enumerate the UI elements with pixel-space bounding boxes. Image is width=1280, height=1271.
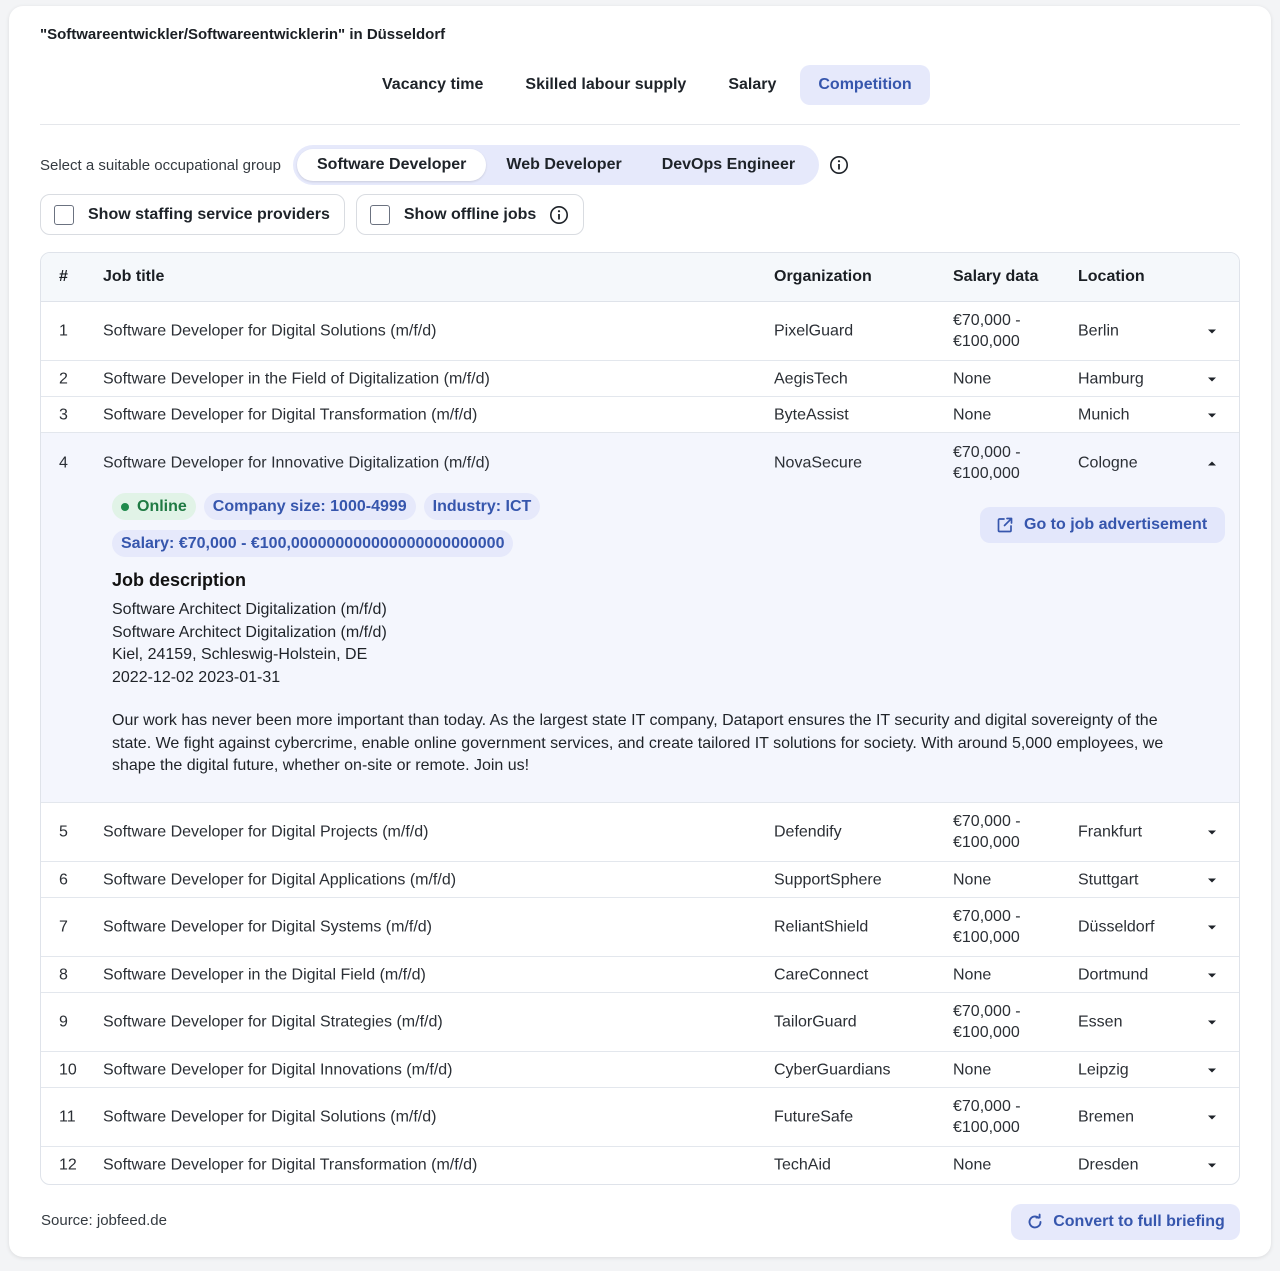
row-number: 10 xyxy=(59,1061,77,1078)
status-text: Online xyxy=(137,497,187,515)
refresh-icon xyxy=(1026,1213,1044,1231)
salary-line-1: €70,000 - xyxy=(953,1003,1021,1020)
chevron-down-icon[interactable] xyxy=(1206,368,1218,389)
row-number: 9 xyxy=(59,1013,68,1031)
salary-line-1: €70,000 - xyxy=(953,312,1021,329)
location: Leipzig xyxy=(1078,1061,1129,1078)
show-staffing-providers-toggle[interactable] xyxy=(40,194,345,235)
occupational-group-label: Select a suitable occupational group xyxy=(40,156,281,174)
job-title: Software Developer for Digital Solutions (m/f/d) xyxy=(103,322,437,340)
salary-data xyxy=(953,1001,1021,1043)
organization: FutureSafe xyxy=(774,1108,854,1126)
job-description-line: Software Architect Digitalization (m/f/d) xyxy=(112,623,387,641)
group-option-software-developer[interactable]: Software Developer xyxy=(297,149,486,181)
column-header-num: # xyxy=(59,268,68,285)
salary-data: None xyxy=(953,1156,992,1174)
job-description-body: Our work has never been more important than today. As the largest state IT company, Dataport ensures the IT security and digital sovereignty of the state. We fight against cybercrime, enable online government services, and create tailored IT solutions for society. With around 5,000 employees, we shape the digital future, whether on-site or remote. Join us! xyxy=(112,712,1164,774)
organization: TailorGuard xyxy=(774,1013,857,1031)
tab-competition[interactable]: Competition xyxy=(800,65,929,105)
table-row[interactable] xyxy=(41,898,1239,957)
source-note: Source: jobfeed.de xyxy=(41,1212,167,1229)
salary-data xyxy=(953,811,1021,853)
job-title: Software Developer for Digital Applications (m/f/d) xyxy=(103,871,457,888)
salary-badge: Salary: €70,000 - €100,000000000000000000000000 xyxy=(112,530,513,557)
salary-line-2: €100,000 xyxy=(953,333,1020,350)
row-number: 8 xyxy=(59,966,68,983)
occupational-group-segmented-control xyxy=(293,145,819,185)
column-header-organization[interactable]: Organization xyxy=(774,268,872,285)
job-description-line: 2022-12-02 2023-01-31 xyxy=(112,668,281,686)
location: Berlin xyxy=(1078,322,1119,340)
offline-checkbox-label: Show offline jobs xyxy=(403,205,537,223)
salary-line-1: €70,000 - xyxy=(953,908,1021,925)
chevron-up-icon[interactable] xyxy=(1206,452,1218,473)
job-description-line: Software Architect Digitalization (m/f/d) xyxy=(112,601,387,618)
organization: TechAid xyxy=(774,1156,831,1174)
row-number: 2 xyxy=(59,370,68,387)
job-description-line: Kiel, 24159, Schleswig-Holstein, DE xyxy=(112,646,368,663)
table-row[interactable] xyxy=(41,957,1239,993)
salary-data: None xyxy=(953,370,992,387)
organization: Defendify xyxy=(774,823,842,841)
location: Düsseldorf xyxy=(1078,918,1155,936)
organization: PixelGuard xyxy=(774,322,854,340)
salary-line-1: €70,000 - xyxy=(953,813,1021,830)
table-row[interactable] xyxy=(41,803,1239,862)
occupational-group-selector xyxy=(40,145,849,185)
table-row[interactable] xyxy=(41,361,1239,397)
salary-line-1: €70,000 - xyxy=(953,443,1021,461)
filter-checkboxes xyxy=(40,194,584,235)
convert-to-full-briefing-button[interactable] xyxy=(1011,1204,1240,1240)
tab-salary[interactable]: Salary xyxy=(728,76,777,93)
tab-vacancy-time[interactable]: Vacancy time xyxy=(382,76,484,93)
info-icon[interactable] xyxy=(549,205,569,225)
location: Dresden xyxy=(1078,1156,1139,1174)
organization: NovaSecure xyxy=(774,454,863,471)
location: Stuttgart xyxy=(1078,871,1139,888)
location: Frankfurt xyxy=(1078,823,1143,841)
go-to-job-advertisement-button[interactable] xyxy=(980,507,1225,543)
job-title: Software Developer for Digital Transformation (m/f/d) xyxy=(103,1156,478,1174)
table-row[interactable] xyxy=(41,993,1239,1052)
salary-data: None xyxy=(953,871,992,888)
chevron-down-icon[interactable] xyxy=(1206,1155,1218,1176)
job-title: Software Developer for Digital Strategies (m/f/d) xyxy=(103,1013,443,1031)
report-card xyxy=(9,6,1271,1257)
convert-to-full-briefing-label: Convert to full briefing xyxy=(1053,1213,1225,1230)
staffing-checkbox[interactable] xyxy=(54,205,74,225)
job-title: Software Developer for Digital Solutions (m/f/d) xyxy=(103,1108,437,1126)
organization: CareConnect xyxy=(774,966,869,983)
column-header-salary[interactable]: Salary data xyxy=(953,268,1039,285)
salary-line-2: €100,000 xyxy=(953,1024,1020,1041)
job-description-heading: Job description xyxy=(112,570,247,590)
location: Munich xyxy=(1078,406,1130,423)
organization: CyberGuardians xyxy=(774,1061,891,1078)
column-header-location[interactable]: Location xyxy=(1078,268,1145,285)
job-title: Software Developer in the Digital Field (m/f/d) xyxy=(103,966,426,983)
location: Hamburg xyxy=(1078,370,1144,387)
job-title: Software Developer in the Field of Digitalization (m/f/d) xyxy=(103,370,490,387)
salary-data xyxy=(953,906,1021,948)
jobs-table xyxy=(40,252,1240,1185)
chevron-down-icon[interactable] xyxy=(1206,822,1218,843)
row-number: 12 xyxy=(59,1156,77,1174)
row-number: 7 xyxy=(59,918,68,936)
table-row[interactable] xyxy=(41,1147,1239,1183)
job-title: Software Developer for Digital Transformation (m/f/d) xyxy=(103,406,478,423)
staffing-checkbox-label: Show staffing service providers xyxy=(88,205,330,223)
location: Bremen xyxy=(1078,1108,1135,1126)
status-badge xyxy=(112,493,196,520)
salary-line-2: €100,000 xyxy=(953,464,1020,482)
job-title: Software Developer for Digital Systems (m/f/d) xyxy=(103,918,432,936)
divider xyxy=(40,124,1240,125)
organization: AegisTech xyxy=(774,370,848,387)
job-title: Software Developer for Digital Projects (m/f/d) xyxy=(103,823,429,841)
job-badges xyxy=(112,493,540,520)
chevron-down-icon[interactable] xyxy=(1206,404,1218,425)
column-header-job-title[interactable]: Job title xyxy=(103,268,165,285)
company-size-badge: Company size: 1000-4999 xyxy=(204,493,416,520)
organization: SupportSphere xyxy=(774,871,882,888)
group-option-devops-engineer[interactable]: DevOps Engineer xyxy=(661,156,796,173)
go-to-job-advertisement-label: Go to job advertisement xyxy=(1024,516,1208,533)
table-row[interactable] xyxy=(41,1088,1239,1147)
organization: ReliantShield xyxy=(774,918,869,936)
row-number: 1 xyxy=(59,322,68,340)
tab-skilled-labour-supply[interactable]: Skilled labour supply xyxy=(525,76,687,93)
salary-line-1: €70,000 - xyxy=(953,1098,1021,1115)
salary-line-2: €100,000 xyxy=(953,1119,1020,1136)
table-header xyxy=(41,253,1239,302)
salary-data: None xyxy=(953,1061,992,1078)
salary-data xyxy=(953,1096,1021,1138)
job-title: Software Developer for Digital Innovations (m/f/d) xyxy=(103,1061,453,1078)
chevron-down-icon[interactable] xyxy=(1206,321,1218,342)
organization: ByteAssist xyxy=(774,406,849,423)
table-row[interactable] xyxy=(41,862,1239,898)
chevron-down-icon[interactable] xyxy=(1206,1012,1218,1033)
salary-badge-row xyxy=(112,530,513,557)
show-offline-jobs-toggle[interactable] xyxy=(356,194,584,235)
table-row-expanded[interactable] xyxy=(41,433,1239,803)
location: Essen xyxy=(1078,1013,1123,1031)
page-title: "Softwareentwickler/Softwareentwicklerin" in Düsseldorf xyxy=(40,26,446,43)
table-row[interactable] xyxy=(41,1052,1239,1088)
row-number: 4 xyxy=(59,454,68,471)
table-row[interactable] xyxy=(41,302,1239,361)
job-description xyxy=(112,570,1192,778)
external-link-icon xyxy=(996,516,1014,534)
salary-line-2: €100,000 xyxy=(953,834,1020,851)
chevron-down-icon[interactable] xyxy=(1206,917,1218,938)
tab-bar xyxy=(364,65,930,105)
industry-badge: Industry: ICT xyxy=(424,493,541,520)
row-number: 3 xyxy=(59,406,68,423)
table-row[interactable] xyxy=(41,397,1239,433)
location: Cologne xyxy=(1078,454,1138,471)
salary-data xyxy=(953,310,1021,352)
chevron-down-icon[interactable] xyxy=(1206,869,1218,890)
salary-line-2: €100,000 xyxy=(953,929,1020,946)
chevron-down-icon[interactable] xyxy=(1206,1059,1218,1080)
online-dot-icon xyxy=(121,503,129,511)
chevron-down-icon[interactable] xyxy=(1206,1107,1218,1128)
job-title: Software Developer for Innovative Digitalization (m/f/d) xyxy=(103,454,490,471)
info-icon[interactable] xyxy=(829,155,849,175)
group-option-web-developer[interactable]: Web Developer xyxy=(506,156,622,173)
row-number: 5 xyxy=(59,823,68,841)
chevron-down-icon[interactable] xyxy=(1206,964,1218,985)
salary-data xyxy=(953,442,1021,484)
expanded-row-summary[interactable] xyxy=(41,433,1239,492)
location: Dortmund xyxy=(1078,966,1149,983)
salary-data: None xyxy=(953,966,992,983)
row-number: 6 xyxy=(59,871,68,888)
salary-data: None xyxy=(953,406,992,423)
row-number: 11 xyxy=(59,1108,76,1126)
offline-checkbox[interactable] xyxy=(370,205,390,225)
